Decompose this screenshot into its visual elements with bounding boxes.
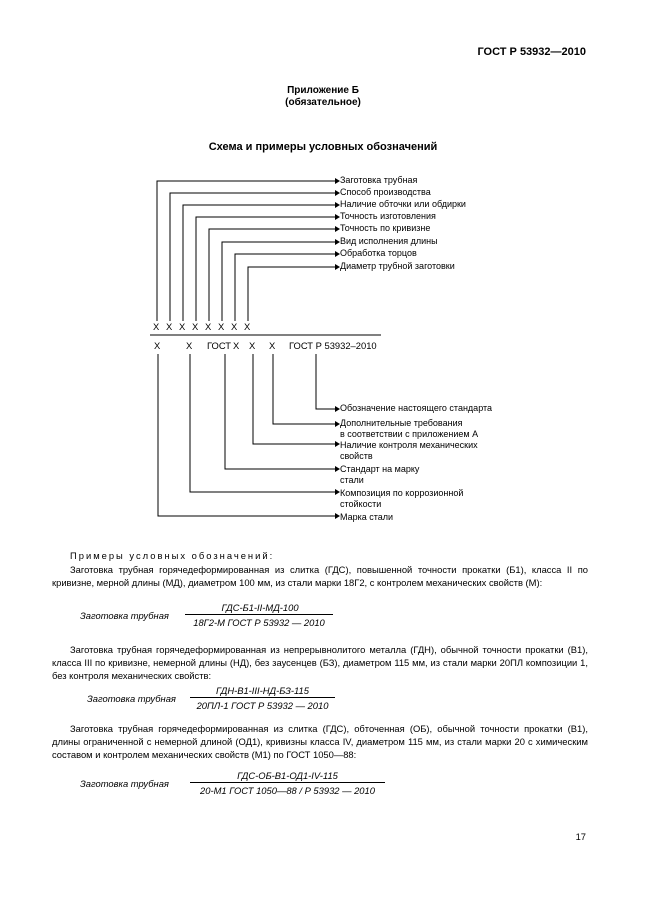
schema-bottom-label: Наличие контроля механических	[340, 440, 478, 450]
schema-top-label: Вид исполнения длины	[340, 236, 438, 246]
schema-line-b5	[190, 354, 335, 492]
schema-bottom-label: Марка стали	[340, 512, 394, 522]
schema-line-b2	[273, 354, 335, 424]
schema-x: X	[205, 321, 212, 332]
appendix-title: Приложение Б	[287, 85, 359, 96]
schema-x: X	[244, 321, 251, 332]
example-numerator: ГДС-ОБ-В1-ОД1-IV-115	[237, 770, 338, 781]
schema-bottom-label: стали	[340, 475, 364, 485]
schema-line-b4	[225, 354, 335, 469]
example-text	[52, 643, 588, 682]
fraction-line	[190, 697, 335, 698]
schema-row2-standard: ГОСТ Р 53932–2010	[289, 340, 377, 351]
example-label: Заготовка трубная	[80, 778, 169, 789]
fraction-line	[190, 782, 385, 783]
schema-x: X	[192, 321, 199, 332]
example-text	[52, 722, 588, 761]
example-denominator: 20ПЛ-1 ГОСТ Р 53932 — 2010	[196, 700, 329, 711]
example-denominator: 20-М1 ГОСТ 1050—88 / Р 53932 — 2010	[200, 785, 375, 796]
page-number: 17	[575, 831, 586, 842]
fraction-line	[185, 614, 333, 615]
schema-top-label: Заготовка трубная	[340, 175, 418, 185]
schema-top-label: Способ производства	[340, 187, 431, 197]
schema-line-2	[170, 193, 335, 321]
schema-x: X	[179, 321, 186, 332]
schema-top-label: Точность по кривизне	[340, 223, 431, 233]
examples-heading: Примеры условных обозначений:	[70, 550, 275, 561]
schema-top-label: Диаметр трубной заготовки	[340, 261, 455, 271]
example-numerator: ГДН-В1-III-НД-БЗ-115	[216, 685, 309, 696]
schema-line-5	[209, 229, 335, 321]
schema-x: X	[166, 321, 173, 332]
example-text-content: Заготовка трубная горячедеформированная из непрерывнолитого металла (ГДН), обычной точности прокатки (В1), класса III по кривизне, немерной длины (НД), без заусенцев (БЗ), диаметром 115 мм, из стали марки 20ПЛ композиции 1, без контроля механических свойств:	[52, 644, 588, 681]
schema-line-3	[183, 205, 335, 321]
schema-bottom-label: Дополнительные требования	[340, 418, 463, 428]
schema-x: X	[231, 321, 238, 332]
section-title: Схема и примеры условных обозначений	[208, 141, 438, 153]
example-label: Заготовка трубная	[87, 693, 176, 704]
schema-top-label: Точность изготовления	[340, 211, 436, 221]
example-label: Заготовка трубная	[80, 610, 169, 621]
standard-header: ГОСТ Р 53932—2010	[477, 46, 586, 58]
schema-bottom-label: Композиция по коррозионной	[340, 488, 464, 498]
schema-row2-x: X	[186, 340, 193, 351]
schema-x: X	[153, 321, 160, 332]
schema-row2-x: X	[269, 340, 276, 351]
example-denominator: 18Г2-М ГОСТ Р 53932 — 2010	[193, 617, 325, 628]
schema-row2-x: X	[154, 340, 161, 351]
example-numerator: ГДС-Б1-II-МД-100	[221, 602, 299, 613]
schema-top-label: Обработка торцов	[340, 248, 417, 258]
schema-line-1	[157, 181, 335, 321]
schema-line-8	[248, 267, 335, 321]
schema-line-b1	[316, 354, 335, 409]
example-text	[52, 563, 588, 589]
schema-row2-x: X	[233, 340, 240, 351]
schema-top-label: Наличие обточки или обдирки	[340, 199, 466, 209]
schema-bottom-label: Стандарт на марку	[340, 464, 420, 474]
schema-bottom-label: в соответствии с приложением А	[340, 429, 479, 439]
example-text-content: Заготовка трубная горячедеформированная из слитка (ГДС), обточенная (ОБ), обычной точности прокатки (В1), длины ограниченной с немерной длиной (ОД1), кривизны класса IV, диаметром 115 мм, из стали марки 20 с химическим составом и контролем механических свойств (М1) по ГОСТ 1050—88:	[52, 723, 588, 760]
appendix-status: (обязательное)	[285, 97, 361, 108]
schema-bottom-label: стойкости	[340, 499, 382, 509]
schema-row2-gost: ГОСТ	[207, 340, 232, 351]
schema-bottom-label: свойств	[340, 451, 373, 461]
schema-line-4	[196, 217, 335, 321]
schema-bottom-label: Обозначение настоящего стандарта	[340, 403, 493, 413]
example-text-content: Заготовка трубная горячедеформированная из слитка (ГДС), повышенной точности прокатки (Б1), класса II по кривизне, мерной длины (МД), диаметром 100 мм, из стали марки 18Г2, с контролем механических свойств (М):	[52, 564, 588, 588]
schema-row2-x: X	[249, 340, 256, 351]
schema-line-b3	[253, 354, 335, 444]
schema-x: X	[218, 321, 225, 332]
schema-line-7	[235, 254, 335, 321]
